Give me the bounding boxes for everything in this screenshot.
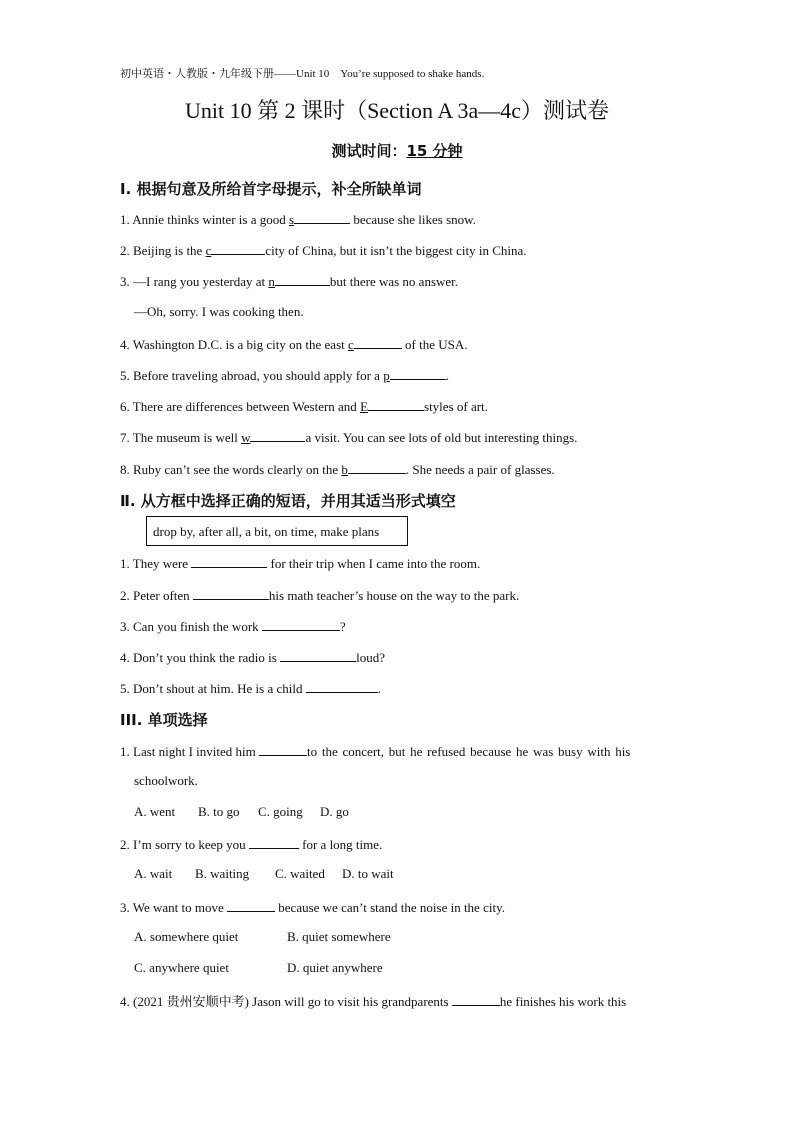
s1-item-5: 5. Before traveling abroad, you should apply for a p . (120, 368, 449, 383)
s2-item-1: 1. They were for their trip when I came into the room. (120, 556, 481, 571)
section-1-heading: Ⅰ. 根据句意及所给首字母提示，补全所缺单词 (120, 180, 422, 198)
s3-q4: 4. (2021 贵州安顺中考) Jason will go to visit his grandparents he finishes his work this (120, 994, 627, 1009)
s3-q3-options-row1 (134, 929, 694, 945)
s3-q2: 2. I’m sorry to keep you for a long time. (120, 837, 383, 852)
page-title: Unit 10 第 2 课时（Section A 3a—4c）测试卷 (184, 98, 610, 123)
option[interactable]: B. quiet somewhere (287, 929, 391, 944)
option[interactable]: D. go (320, 804, 349, 819)
s3-q1-options (134, 804, 694, 820)
s1-item-3-reply: —Oh, sorry. I was cooking then. (134, 304, 304, 319)
option[interactable]: A. somewhere quiet (134, 929, 239, 944)
phrase-box: drop by, after all, a bit, on time, make plans (146, 516, 408, 546)
option[interactable]: C. anywhere quiet (134, 960, 229, 975)
option[interactable]: C. going (258, 804, 303, 819)
s1-item-8: 8. Ruby can’t see the words clearly on the b . She needs a pair of glasses. (120, 462, 555, 477)
s1-item-1: 1. Annie thinks winter is a good s because she likes snow. (120, 212, 476, 227)
s1-item-7: 7. The museum is well w a visit. You can see lots of old but interesting things. (120, 430, 578, 445)
option[interactable]: A. went (134, 804, 176, 819)
option[interactable]: D. quiet anywhere (287, 960, 383, 975)
option[interactable]: C. waited (275, 866, 325, 881)
s1-item-6: 6. There are differences between Western and E styles of art. (120, 399, 488, 414)
s2-item-3: 3. Can you finish the work ? (120, 619, 346, 634)
page-header: 初中英语・人教版・九年级下册——Unit 10 You’re supposed to shake hands. (120, 68, 485, 80)
s2-item-2: 2. Peter often his math teacher’s house on the way to the park. (120, 588, 520, 603)
s3-q3-options-row2 (134, 960, 694, 976)
section-3-heading: III. 单项选择 (120, 711, 208, 729)
option[interactable]: B. waiting (195, 866, 250, 881)
test-time-value: 15 分钟 (406, 142, 463, 160)
test-time-label: 测试时间： (331, 142, 407, 160)
s3-q1-line1: 1. Last night I invited him to the concert, but he refused because he was busy with his (120, 744, 631, 759)
s3-q1-line2: schoolwork. (134, 773, 198, 788)
s1-item-3: 3. —I rang you yesterday at n but there was no answer. (120, 274, 459, 289)
option[interactable]: D. to wait (342, 866, 394, 881)
s1-item-2: 2. Beijing is the c city of China, but it isn’t the biggest city in China. (120, 243, 527, 258)
s3-q3: 3. We want to move because we can’t stand the noise in the city. (120, 900, 505, 915)
option[interactable]: B. to go (198, 804, 240, 819)
s3-q2-options (134, 866, 694, 882)
s2-item-4: 4. Don’t you think the radio is loud? (120, 650, 385, 665)
test-time (0, 140, 794, 161)
section-2-heading: Ⅱ. 从方框中选择正确的短语，并用其适当形式填空 (120, 492, 456, 510)
s2-item-5: 5. Don’t shout at him. He is a child . (120, 681, 381, 696)
option[interactable]: A. wait (134, 866, 173, 881)
s1-item-4: 4. Washington D.C. is a big city on the east c of the USA. (120, 337, 468, 352)
